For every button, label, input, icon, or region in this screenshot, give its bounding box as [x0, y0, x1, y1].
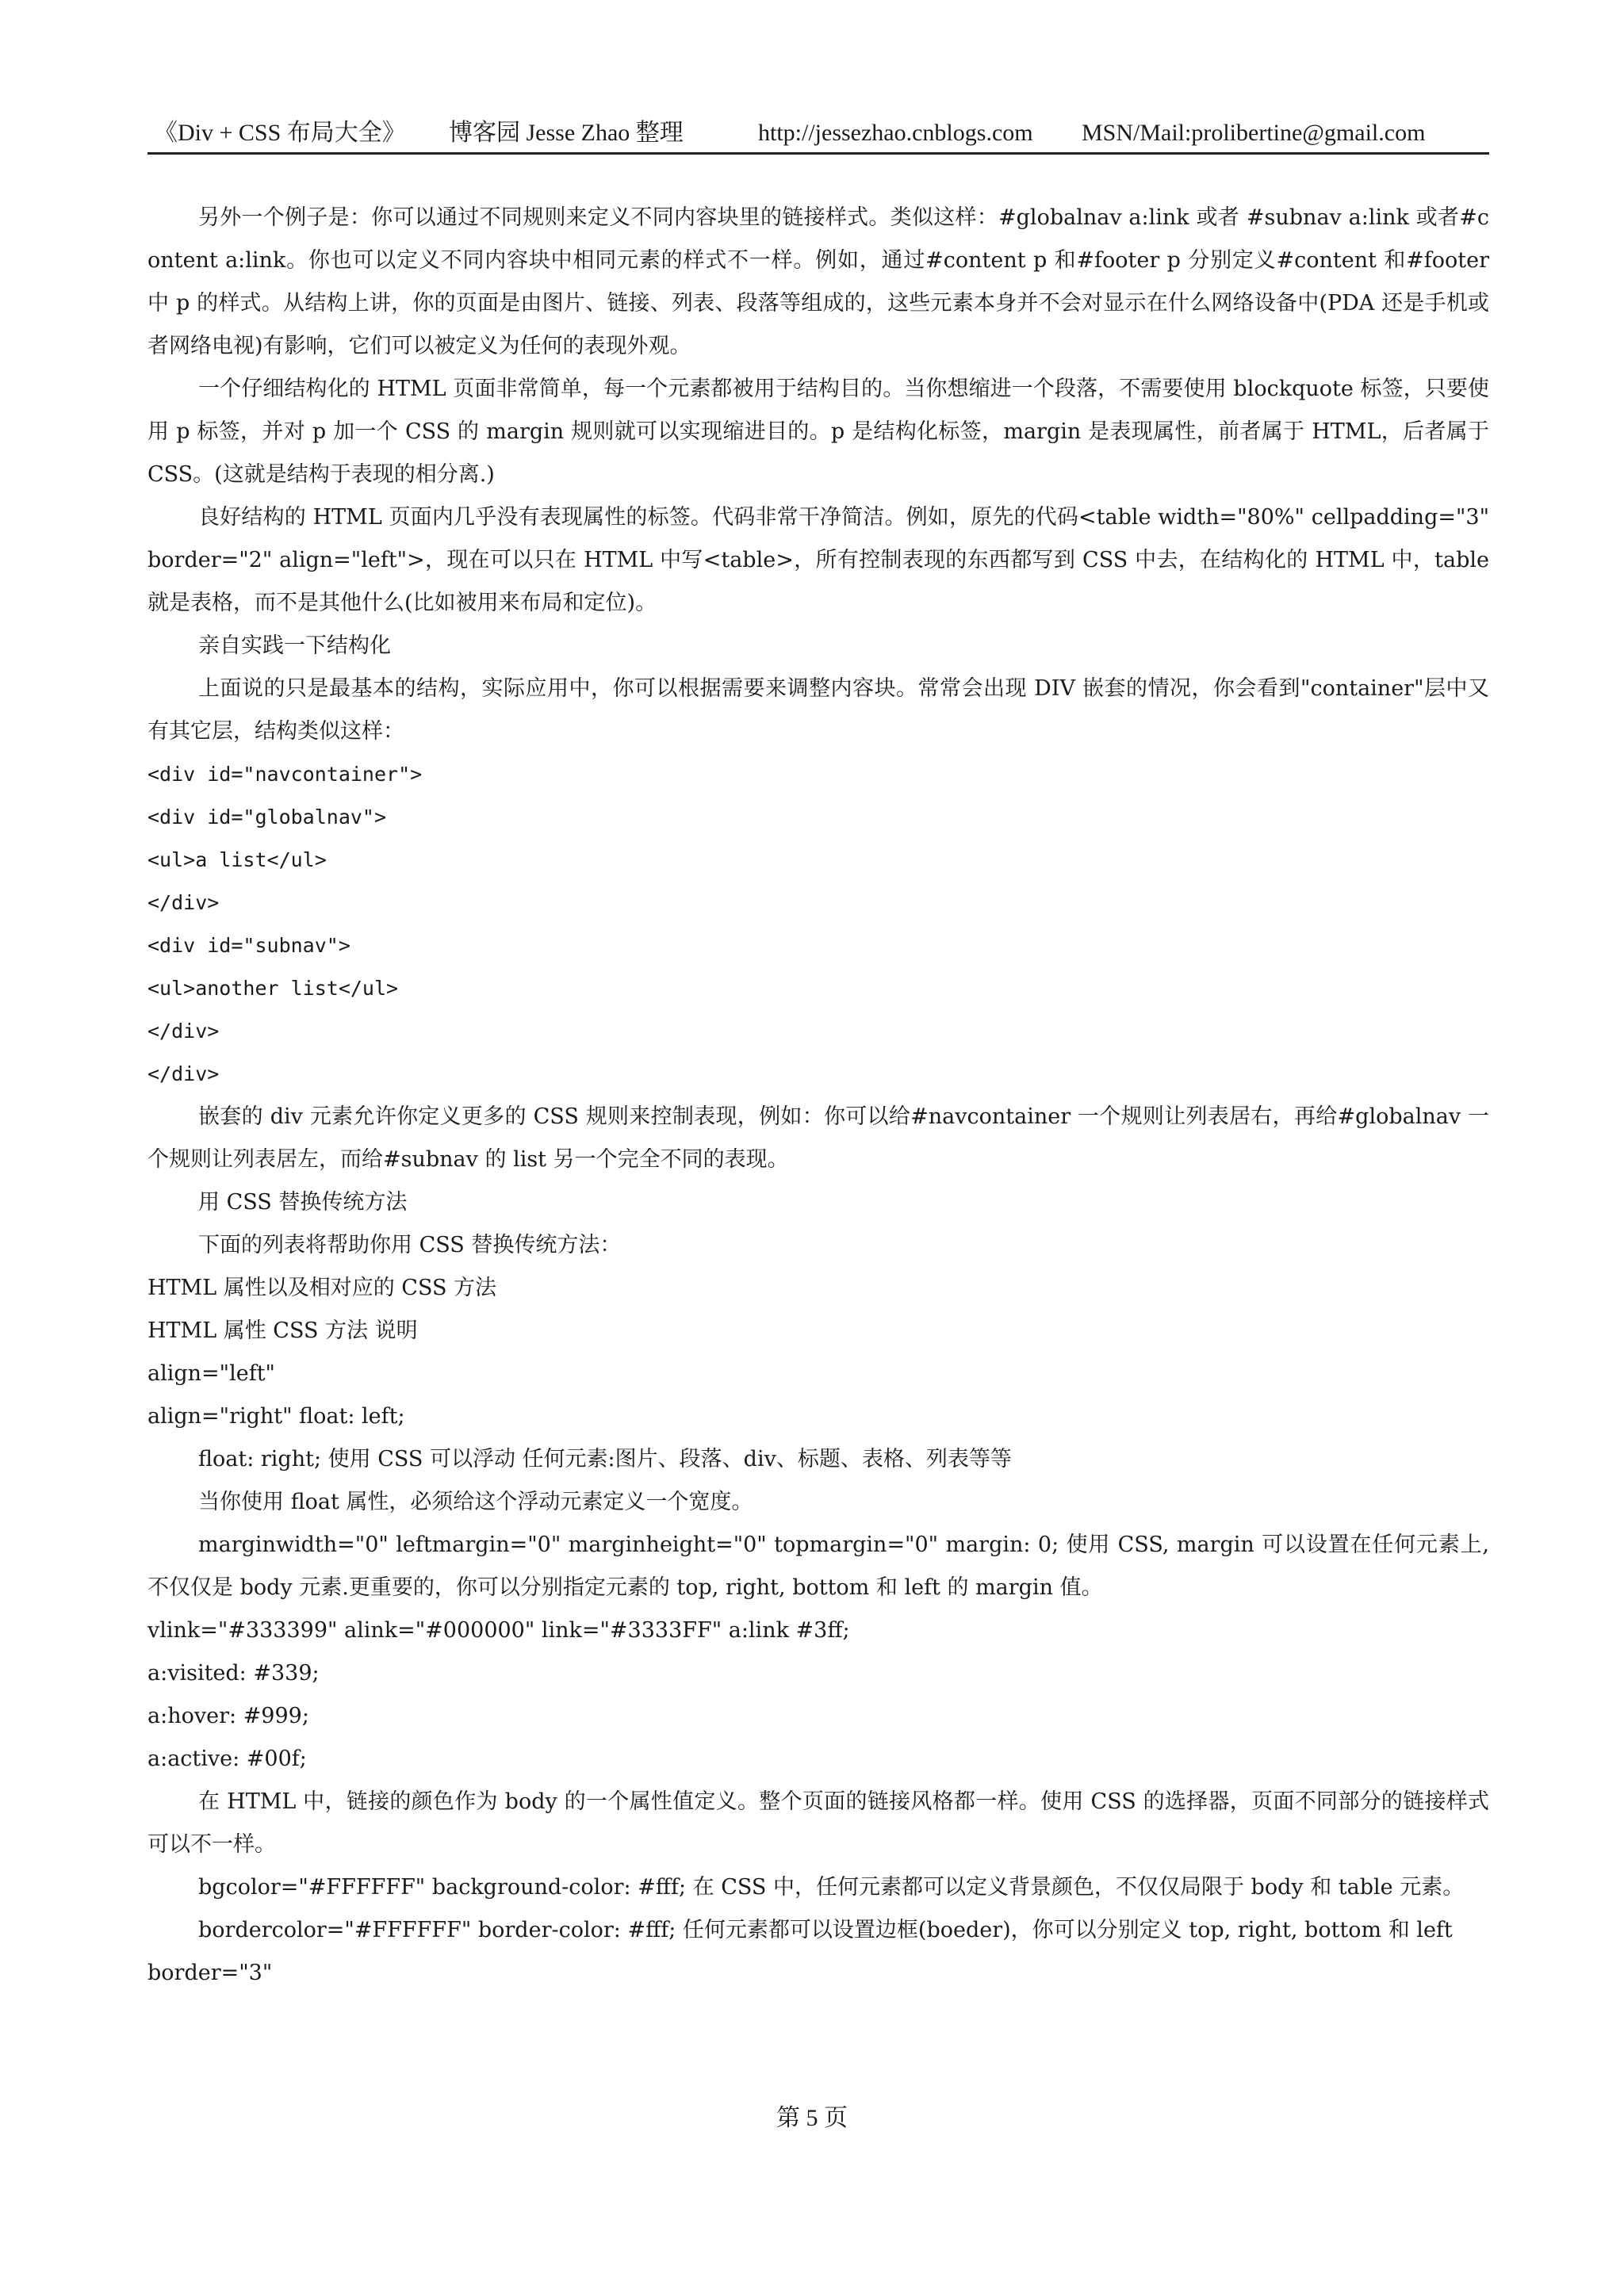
- list-line: a:visited: #339;: [147, 1661, 320, 1686]
- paragraph-nested-div: 嵌套的 div 元素允许你定义更多的 CSS 规则来控制表现，例如：你可以给#navcontainer 一个规则让列表居右，再给#globalnav 一个规则让列表居左，而给#subnav 的 list 另一个完全不同的表现。: [147, 1104, 1489, 1172]
- code-line: <div id="subnav">: [147, 934, 350, 957]
- paragraph-bordercolor: bordercolor="#FFFFFF" border-color: #fff; 任何元素都可以设置边框(boeder)，你可以分别定义 top, right, bottom 和 left: [198, 1918, 1453, 1942]
- code-line: <div id="globalnav">: [147, 806, 387, 828]
- paragraph-bgcolor: bgcolor="#FFFFFF" background-color: #fff; 在 CSS 中，任何元素都可以定义背景颜色，不仅仅局限于 body 和 table 元素。: [198, 1875, 1465, 1900]
- page-number: 第 5 页: [776, 2105, 848, 2131]
- paragraph-link-styles: 另外一个例子是：你可以通过不同规则来定义不同内容块里的链接样式。类似这样：#globalnav a:link 或者 #subnav a:link 或者#content a:link。你也可以定义不同内容块中相同元素的样式不一样。例如，通过#content p 和#footer p 分别定义#content 和#footer 中 p 的样式。从结构上讲，你的页面是由图片、链接、列表、段落等组成的，这些元素本身并不会对显示在什么网络设备中(PDA 还是手机或者网络电视)有影响，它们可以被定义为任何的表现外观。: [147, 205, 1489, 358]
- header-author: 博客园 Jesse Zhao 整理: [449, 120, 684, 146]
- code-line: </div>: [147, 1062, 220, 1085]
- code-line: <div id="navcontainer">: [147, 763, 423, 786]
- list-line: align="left": [147, 1361, 275, 1386]
- list-title: HTML 属性以及相对应的 CSS 方法: [147, 1276, 497, 1300]
- list-line: align="right" float: left;: [147, 1404, 405, 1429]
- header-divider: [147, 152, 1489, 155]
- code-line: </div>: [147, 891, 220, 914]
- header-contact: MSN/Mail:prolibertine@gmail.com: [1082, 120, 1426, 146]
- code-line: </div>: [147, 1020, 220, 1043]
- code-line: <ul>a list</ul>: [147, 848, 327, 871]
- list-line: vlink="#333399" alink="#000000" link="#3333FF" a:link #3ff;: [147, 1618, 850, 1643]
- paragraph-structured-html: 一个仔细结构化的 HTML 页面非常简单，每一个元素都被用于结构目的。当你想缩进一个段落，不需要使用 blockquote 标签，只要使用 p 标签，并对 p 加一个 CSS 的 margin 规则就可以实现缩进目的。p 是结构化标签，margin 是表现属性，前者属于 HTML，后者属于 CSS。(这就是结构于表现的相分离.): [147, 377, 1489, 487]
- paragraph-link-color: 在 HTML 中，链接的颜色作为 body 的一个属性值定义。整个页面的链接风格都一样。使用 CSS 的选择器，页面不同部分的链接样式可以不一样。: [147, 1789, 1489, 1857]
- code-line: <ul>another list</ul>: [147, 977, 399, 1000]
- paragraph-nesting: 上面说的只是最基本的结构，实际应用中，你可以根据需要来调整内容块。常常会出现 DIV 嵌套的情况，你会看到"container"层中又有其它层，结构类似这样：: [147, 676, 1489, 744]
- list-line: a:active: #00f;: [147, 1747, 307, 1771]
- list-columns: HTML 属性 CSS 方法 说明: [147, 1318, 418, 1343]
- page-header: [147, 113, 1489, 152]
- subheading-css-replace: 用 CSS 替换传统方法: [198, 1190, 408, 1215]
- header-book-title: 《Div + CSS 布局大全》: [154, 120, 406, 146]
- paragraph-margin: marginwidth="0" leftmargin="0" marginheight="0" topmargin="0" margin: 0; 使用 CSS, margin 可以设置在任何元素上, 不仅仅是 body 元素.更重要的，你可以分别指定元素的 top, right, bottom 和 left 的 margin 值。: [147, 1533, 1489, 1600]
- paragraph-clean-markup: 良好结构的 HTML 页面内几乎没有表现属性的标签。代码非常干净简洁。例如，原先的代码<table width="80%" cellpadding="3" border="2" align="left">，现在可以只在 HTML 中写<table>，所有控制表现的东西都写到 CSS 中去，在结构化的 HTML 中，table 就是表格，而不是其他什么(比如被用来布局和定位)。: [147, 505, 1489, 615]
- paragraph-float-width: 当你使用 float 属性，必须给这个浮动元素定义一个宽度。: [198, 1490, 753, 1514]
- list-line: a:hover: #999;: [147, 1704, 309, 1728]
- subheading-practice: 亲自实践一下结构化: [198, 633, 391, 658]
- paragraph-float: float: right; 使用 CSS 可以浮动 任何元素:图片、段落、div、标题、表格、列表等等: [198, 1447, 1012, 1471]
- paragraph-list-intro: 下面的列表将帮助你用 CSS 替换传统方法：: [198, 1233, 622, 1257]
- page-body: [147, 197, 1489, 1995]
- header-url[interactable]: http://jessezhao.cnblogs.com: [758, 120, 1033, 146]
- list-line: border="3": [147, 1961, 273, 1985]
